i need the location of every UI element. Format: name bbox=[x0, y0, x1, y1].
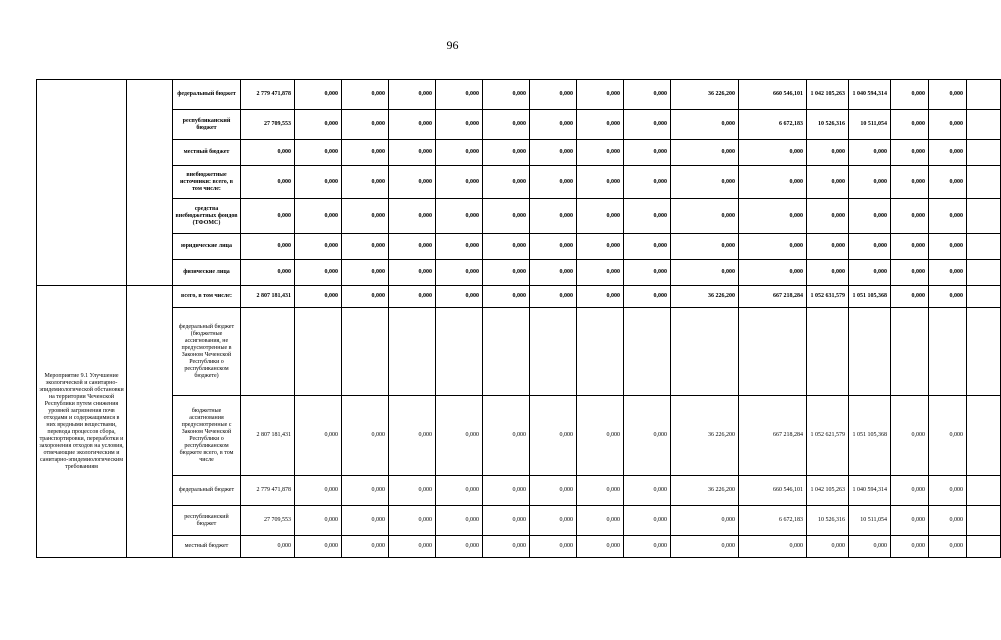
empty-cell bbox=[967, 286, 1001, 308]
empty-cell bbox=[967, 506, 1001, 536]
value-cell: 0,000 bbox=[436, 506, 483, 536]
value-cell: 0,000 bbox=[577, 260, 624, 286]
value-cell: 0,000 bbox=[389, 110, 436, 140]
value-cell: 0,000 bbox=[342, 80, 389, 110]
table-row bbox=[37, 476, 1001, 506]
table-row bbox=[37, 199, 1001, 234]
value-cell: 0,000 bbox=[849, 140, 891, 166]
empty-cell bbox=[241, 308, 295, 396]
value-cell: 0,000 bbox=[436, 166, 483, 199]
empty-cell bbox=[967, 536, 1001, 558]
row-total: 27 709,553 bbox=[241, 110, 295, 140]
value-cell: 0,000 bbox=[929, 476, 967, 506]
value-cell: 0,000 bbox=[929, 110, 967, 140]
value-cell: 10 511,054 bbox=[849, 110, 891, 140]
value-cell: 0,000 bbox=[436, 80, 483, 110]
value-cell: 0,000 bbox=[929, 80, 967, 110]
value-cell: 0,000 bbox=[807, 260, 849, 286]
value-cell: 0,000 bbox=[577, 234, 624, 260]
value-cell: 0,000 bbox=[530, 166, 577, 199]
row-total: 2 779 471,878 bbox=[241, 80, 295, 110]
empty-cell bbox=[739, 308, 807, 396]
value-cell: 0,000 bbox=[624, 536, 671, 558]
value-cell: 0,000 bbox=[295, 536, 342, 558]
empty-cell bbox=[891, 308, 929, 396]
value-cell: 0,000 bbox=[624, 396, 671, 476]
value-cell: 0,000 bbox=[671, 166, 739, 199]
value-cell: 0,000 bbox=[849, 166, 891, 199]
row-label: местный бюджет bbox=[173, 536, 241, 558]
empty-cell bbox=[967, 476, 1001, 506]
table-row bbox=[37, 260, 1001, 286]
empty-cell bbox=[849, 308, 891, 396]
value-cell: 0,000 bbox=[577, 199, 624, 234]
value-cell: 1 042 105,263 bbox=[807, 80, 849, 110]
row-label: юридические лица bbox=[173, 234, 241, 260]
value-cell: 0,000 bbox=[530, 506, 577, 536]
value-cell: 10 526,316 bbox=[807, 506, 849, 536]
value-cell: 0,000 bbox=[389, 396, 436, 476]
value-cell: 0,000 bbox=[891, 166, 929, 199]
empty-cell bbox=[967, 260, 1001, 286]
value-cell: 0,000 bbox=[849, 234, 891, 260]
value-cell: 0,000 bbox=[295, 476, 342, 506]
value-cell: 0,000 bbox=[671, 260, 739, 286]
value-cell: 0,000 bbox=[530, 234, 577, 260]
value-cell: 10 526,316 bbox=[807, 110, 849, 140]
value-cell: 0,000 bbox=[929, 260, 967, 286]
empty-cell bbox=[967, 166, 1001, 199]
value-cell: 0,000 bbox=[577, 140, 624, 166]
value-cell: 0,000 bbox=[342, 199, 389, 234]
value-cell: 0,000 bbox=[671, 234, 739, 260]
value-cell: 0,000 bbox=[671, 506, 739, 536]
value-cell: 0,000 bbox=[891, 476, 929, 506]
value-cell: 0,000 bbox=[436, 260, 483, 286]
empty-cell bbox=[530, 308, 577, 396]
value-cell: 0,000 bbox=[483, 80, 530, 110]
value-cell: 0,000 bbox=[891, 199, 929, 234]
value-cell: 0,000 bbox=[295, 110, 342, 140]
value-cell: 0,000 bbox=[739, 199, 807, 234]
empty-cell bbox=[967, 396, 1001, 476]
value-cell: 0,000 bbox=[624, 199, 671, 234]
value-cell: 0,000 bbox=[389, 476, 436, 506]
empty-cell bbox=[929, 308, 967, 396]
row-label: всего, в том числе: bbox=[173, 286, 241, 308]
value-cell: 0,000 bbox=[891, 286, 929, 308]
value-cell: 0,000 bbox=[577, 286, 624, 308]
value-cell: 0,000 bbox=[530, 396, 577, 476]
value-cell: 0,000 bbox=[739, 140, 807, 166]
value-cell: 0,000 bbox=[436, 476, 483, 506]
row-total: 0,000 bbox=[241, 536, 295, 558]
value-cell: 0,000 bbox=[483, 506, 530, 536]
value-cell: 0,000 bbox=[389, 536, 436, 558]
row-label: средства внебюджетных фондов (ТФОМС) bbox=[173, 199, 241, 234]
row-label: бюджетные ассигнования предусмотренные с Законом Чеченской Республики о республиканском бюджете всего, в том числе bbox=[173, 396, 241, 476]
value-cell: 0,000 bbox=[929, 166, 967, 199]
row-total: 27 709,553 bbox=[241, 506, 295, 536]
row-total: 0,000 bbox=[241, 234, 295, 260]
value-cell: 0,000 bbox=[389, 80, 436, 110]
value-cell: 0,000 bbox=[891, 234, 929, 260]
value-cell: 0,000 bbox=[891, 506, 929, 536]
value-cell: 0,000 bbox=[849, 260, 891, 286]
value-cell: 0,000 bbox=[389, 140, 436, 166]
value-cell: 10 511,054 bbox=[849, 506, 891, 536]
value-cell: 1 052 631,579 bbox=[807, 286, 849, 308]
value-cell: 0,000 bbox=[624, 506, 671, 536]
table-row bbox=[37, 166, 1001, 199]
value-cell: 36 226,200 bbox=[671, 476, 739, 506]
empty-cell bbox=[577, 308, 624, 396]
value-cell: 0,000 bbox=[929, 396, 967, 476]
value-cell: 0,000 bbox=[530, 80, 577, 110]
value-cell: 0,000 bbox=[624, 476, 671, 506]
value-cell: 36 226,200 bbox=[671, 396, 739, 476]
value-cell: 0,000 bbox=[483, 234, 530, 260]
empty-cell bbox=[389, 308, 436, 396]
empty-cell bbox=[967, 234, 1001, 260]
row-label: федеральный бюджет bbox=[173, 476, 241, 506]
value-cell: 0,000 bbox=[577, 536, 624, 558]
table-row bbox=[37, 396, 1001, 476]
value-cell: 0,000 bbox=[342, 234, 389, 260]
value-cell: 0,000 bbox=[483, 286, 530, 308]
value-cell: 0,000 bbox=[807, 234, 849, 260]
value-cell: 0,000 bbox=[739, 260, 807, 286]
row-total: 0,000 bbox=[241, 260, 295, 286]
value-cell: 0,000 bbox=[483, 476, 530, 506]
value-cell: 0,000 bbox=[389, 286, 436, 308]
value-cell: 0,000 bbox=[342, 476, 389, 506]
value-cell: 0,000 bbox=[671, 536, 739, 558]
value-cell: 6 672,183 bbox=[739, 506, 807, 536]
value-cell: 0,000 bbox=[530, 476, 577, 506]
value-cell: 0,000 bbox=[624, 234, 671, 260]
table-row bbox=[37, 506, 1001, 536]
value-cell: 36 226,200 bbox=[671, 286, 739, 308]
table-row bbox=[37, 80, 1001, 110]
page-number: 96 bbox=[446, 38, 459, 52]
value-cell: 1 051 105,368 bbox=[849, 286, 891, 308]
value-cell: 0,000 bbox=[929, 286, 967, 308]
value-cell: 0,000 bbox=[436, 396, 483, 476]
table-row bbox=[37, 110, 1001, 140]
value-cell: 0,000 bbox=[295, 234, 342, 260]
row-total: 2 779 471,878 bbox=[241, 476, 295, 506]
value-cell: 0,000 bbox=[295, 80, 342, 110]
value-cell: 0,000 bbox=[624, 140, 671, 166]
empty-cell bbox=[967, 110, 1001, 140]
value-cell: 0,000 bbox=[295, 260, 342, 286]
empty-cell bbox=[37, 80, 127, 286]
row-total: 2 807 181,431 bbox=[241, 396, 295, 476]
value-cell: 0,000 bbox=[389, 199, 436, 234]
value-cell: 0,000 bbox=[577, 476, 624, 506]
row-label: физические лица bbox=[173, 260, 241, 286]
value-cell: 36 226,200 bbox=[671, 80, 739, 110]
value-cell: 667 218,284 bbox=[739, 286, 807, 308]
value-cell: 0,000 bbox=[577, 396, 624, 476]
value-cell: 0,000 bbox=[436, 286, 483, 308]
value-cell: 0,000 bbox=[389, 260, 436, 286]
row-total: 0,000 bbox=[241, 199, 295, 234]
value-cell: 0,000 bbox=[436, 199, 483, 234]
value-cell: 0,000 bbox=[342, 140, 389, 166]
value-cell: 0,000 bbox=[577, 80, 624, 110]
value-cell: 0,000 bbox=[295, 140, 342, 166]
row-label: федеральный бюджет (бюджетные ассигнования, не предусмотренные в Законом Чеченской Республики о республиканском бюджете) bbox=[173, 308, 241, 396]
value-cell: 0,000 bbox=[342, 396, 389, 476]
value-cell: 0,000 bbox=[929, 536, 967, 558]
value-cell: 0,000 bbox=[807, 140, 849, 166]
row-total: 0,000 bbox=[241, 166, 295, 199]
table-row bbox=[37, 536, 1001, 558]
value-cell: 0,000 bbox=[436, 536, 483, 558]
value-cell: 0,000 bbox=[295, 286, 342, 308]
value-cell: 0,000 bbox=[530, 199, 577, 234]
value-cell: 0,000 bbox=[342, 166, 389, 199]
value-cell: 0,000 bbox=[671, 199, 739, 234]
value-cell: 0,000 bbox=[624, 260, 671, 286]
value-cell: 0,000 bbox=[577, 166, 624, 199]
empty-cell bbox=[967, 308, 1001, 396]
value-cell: 0,000 bbox=[530, 140, 577, 166]
value-cell: 0,000 bbox=[295, 166, 342, 199]
empty-cell bbox=[624, 308, 671, 396]
value-cell: 1 042 105,263 bbox=[807, 476, 849, 506]
empty-cell bbox=[127, 80, 173, 286]
value-cell: 0,000 bbox=[342, 506, 389, 536]
value-cell: 0,000 bbox=[389, 506, 436, 536]
value-cell: 0,000 bbox=[342, 260, 389, 286]
value-cell: 0,000 bbox=[624, 286, 671, 308]
value-cell: 0,000 bbox=[295, 396, 342, 476]
event-title: Мероприятие 9.1 Улучшение экологической и санитарно-эпидемиологической обстановки на территории Чеченской Республики путем снижения уровней загрязнения почв отходами и содержащимися в них вредными веществами, перевода процессов сбора, транспортировки, переработки и захоронения отходов на условия, отвечающие экологическим и санитарно-эпидемиологическим требованиям bbox=[37, 286, 127, 558]
value-cell: 0,000 bbox=[624, 166, 671, 199]
value-cell: 0,000 bbox=[624, 80, 671, 110]
value-cell: 660 546,101 bbox=[739, 476, 807, 506]
value-cell: 0,000 bbox=[389, 234, 436, 260]
table-row bbox=[37, 308, 1001, 396]
table-row bbox=[37, 286, 1001, 308]
table-row bbox=[37, 140, 1001, 166]
value-cell: 0,000 bbox=[891, 260, 929, 286]
value-cell: 0,000 bbox=[929, 199, 967, 234]
value-cell: 0,000 bbox=[849, 536, 891, 558]
value-cell: 0,000 bbox=[807, 166, 849, 199]
value-cell: 6 672,183 bbox=[739, 110, 807, 140]
value-cell: 660 546,101 bbox=[739, 80, 807, 110]
value-cell: 0,000 bbox=[342, 110, 389, 140]
value-cell: 667 218,284 bbox=[739, 396, 807, 476]
empty-cell bbox=[127, 286, 173, 558]
empty-cell bbox=[342, 308, 389, 396]
value-cell: 0,000 bbox=[530, 110, 577, 140]
value-cell: 0,000 bbox=[530, 260, 577, 286]
value-cell: 0,000 bbox=[807, 536, 849, 558]
value-cell: 1 051 105,368 bbox=[849, 396, 891, 476]
value-cell: 0,000 bbox=[929, 234, 967, 260]
value-cell: 0,000 bbox=[671, 140, 739, 166]
table-row bbox=[37, 234, 1001, 260]
value-cell: 0,000 bbox=[483, 396, 530, 476]
value-cell: 0,000 bbox=[624, 110, 671, 140]
value-cell: 0,000 bbox=[739, 536, 807, 558]
empty-cell bbox=[436, 308, 483, 396]
value-cell: 0,000 bbox=[891, 536, 929, 558]
row-label: местный бюджет bbox=[173, 140, 241, 166]
value-cell: 0,000 bbox=[671, 110, 739, 140]
empty-cell bbox=[483, 308, 530, 396]
budget-table bbox=[36, 79, 1001, 558]
value-cell: 0,000 bbox=[891, 396, 929, 476]
empty-cell bbox=[295, 308, 342, 396]
value-cell: 0,000 bbox=[342, 536, 389, 558]
value-cell: 0,000 bbox=[891, 110, 929, 140]
value-cell: 0,000 bbox=[483, 110, 530, 140]
value-cell: 0,000 bbox=[577, 506, 624, 536]
empty-cell bbox=[807, 308, 849, 396]
empty-cell bbox=[671, 308, 739, 396]
value-cell: 0,000 bbox=[436, 140, 483, 166]
value-cell: 0,000 bbox=[739, 166, 807, 199]
value-cell: 0,000 bbox=[807, 199, 849, 234]
row-label: республиканский бюджет bbox=[173, 110, 241, 140]
value-cell: 0,000 bbox=[483, 536, 530, 558]
value-cell: 0,000 bbox=[389, 166, 436, 199]
value-cell: 0,000 bbox=[295, 199, 342, 234]
value-cell: 1 052 621,579 bbox=[807, 396, 849, 476]
row-label: федеральный бюджет bbox=[173, 80, 241, 110]
value-cell: 0,000 bbox=[295, 506, 342, 536]
value-cell: 0,000 bbox=[483, 140, 530, 166]
row-total: 0,000 bbox=[241, 140, 295, 166]
value-cell: 0,000 bbox=[530, 286, 577, 308]
value-cell: 0,000 bbox=[483, 199, 530, 234]
value-cell: 0,000 bbox=[891, 140, 929, 166]
empty-cell bbox=[967, 199, 1001, 234]
value-cell: 0,000 bbox=[739, 234, 807, 260]
row-label: внебюджетные источники: всего, в том числе: bbox=[173, 166, 241, 199]
value-cell: 0,000 bbox=[849, 199, 891, 234]
row-label: республиканский бюджет bbox=[173, 506, 241, 536]
value-cell: 0,000 bbox=[891, 80, 929, 110]
empty-cell bbox=[967, 80, 1001, 110]
empty-cell bbox=[967, 140, 1001, 166]
value-cell: 0,000 bbox=[436, 110, 483, 140]
value-cell: 1 040 594,314 bbox=[849, 80, 891, 110]
value-cell: 0,000 bbox=[483, 166, 530, 199]
value-cell: 0,000 bbox=[929, 506, 967, 536]
value-cell: 0,000 bbox=[530, 536, 577, 558]
value-cell: 0,000 bbox=[929, 140, 967, 166]
row-total: 2 807 181,431 bbox=[241, 286, 295, 308]
value-cell: 0,000 bbox=[436, 234, 483, 260]
value-cell: 0,000 bbox=[483, 260, 530, 286]
value-cell: 0,000 bbox=[342, 286, 389, 308]
value-cell: 1 040 594,314 bbox=[849, 476, 891, 506]
value-cell: 0,000 bbox=[577, 110, 624, 140]
